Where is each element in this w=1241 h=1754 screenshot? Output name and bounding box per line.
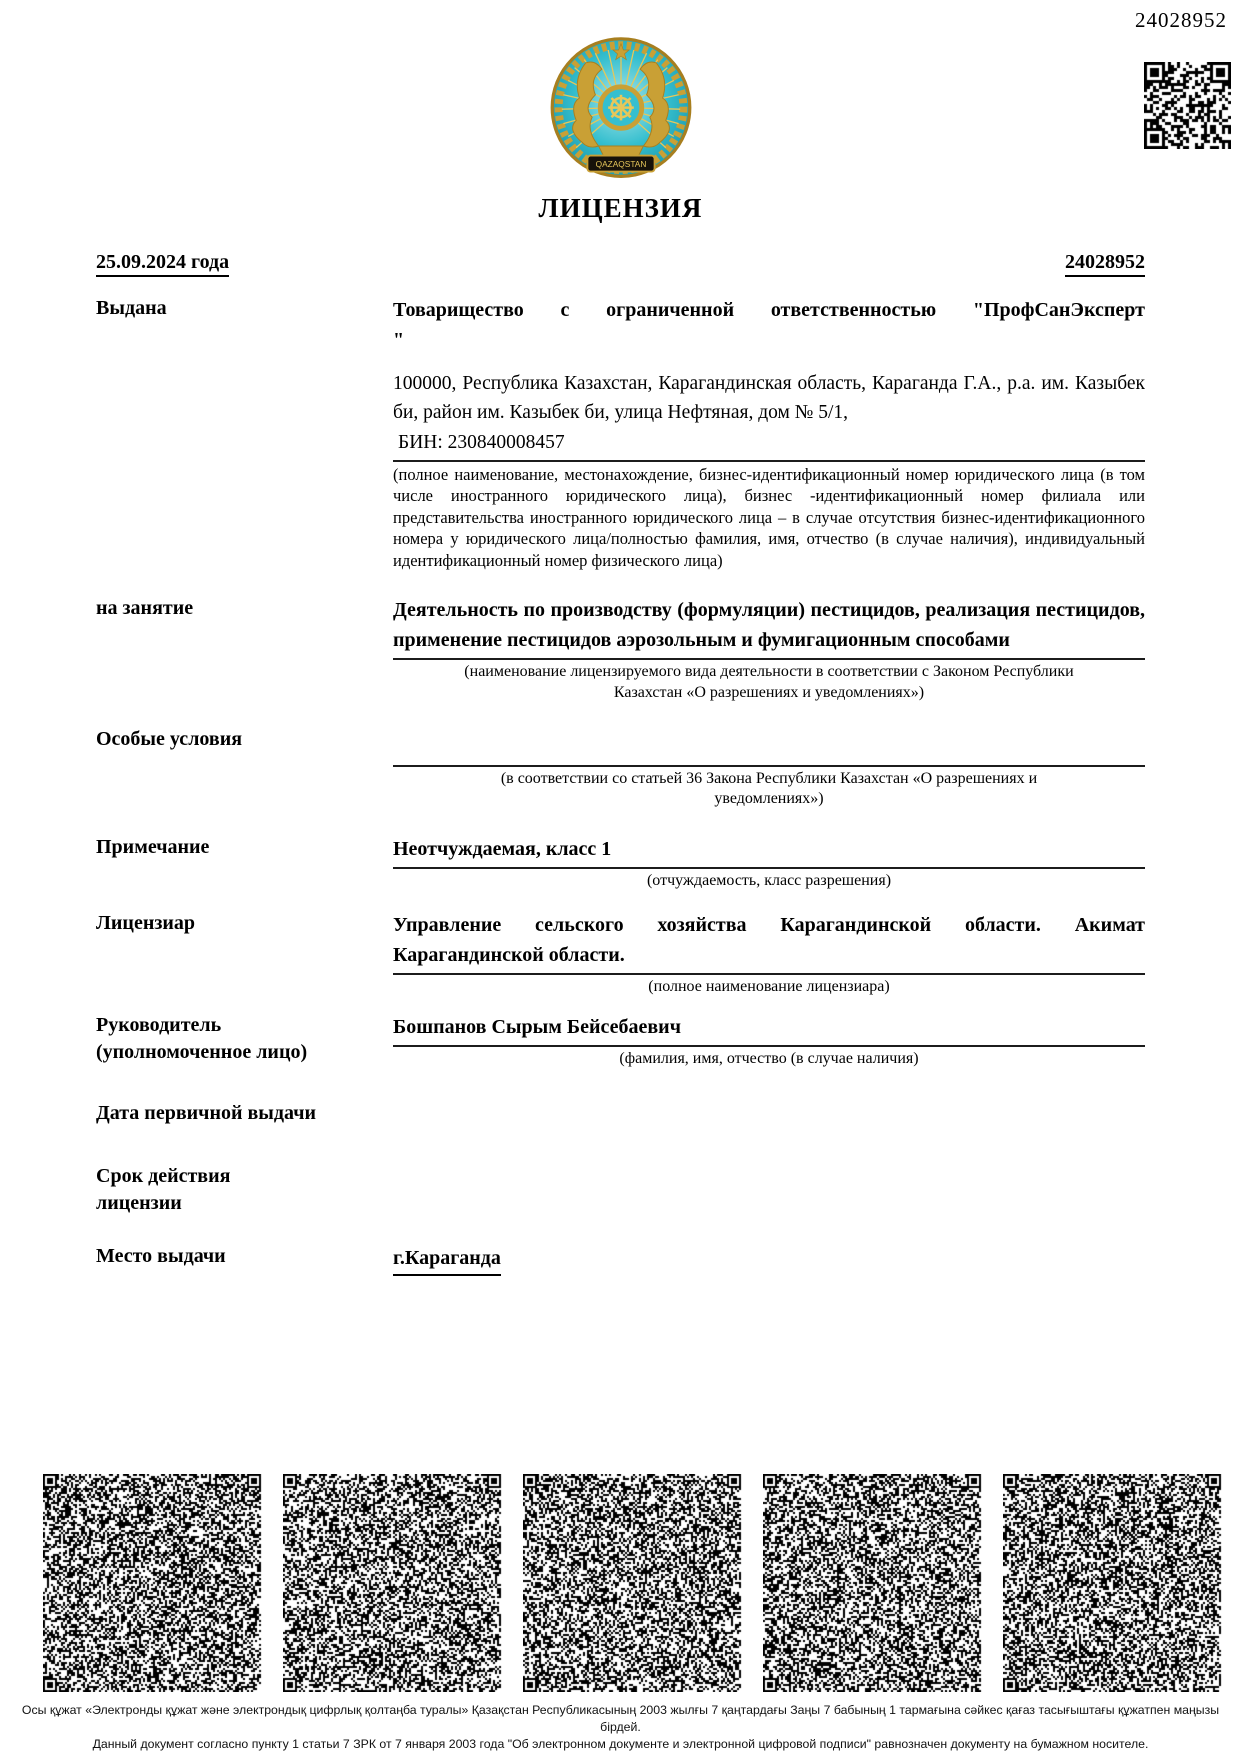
issue-place-value: г.Караганда [393, 1243, 501, 1276]
field-first-issue-date [96, 1100, 1145, 1127]
company-address: 100000, Республика Казахстан, Карагандинская область, Караганда Г.А., р.а. им. Казыбек би, район им. Казыбек би, улица Нефтяная, дом № 5/1, [393, 373, 1145, 424]
qr-code-icon [283, 1474, 502, 1692]
licensor-value: Управление сельского хозяйства Карагандинской области. Акимат Карагандинской области. [393, 913, 1145, 966]
qr-code-icon [763, 1474, 982, 1692]
svg-text:QAZAQSTAN: QAZAQSTAN [595, 159, 646, 170]
field-label-line1: Руководитель [96, 1013, 222, 1036]
field-label: Примечание [96, 836, 210, 859]
license-number: 24028952 [1065, 251, 1145, 277]
page-title: ЛИЦЕНЗИЯ [538, 193, 703, 223]
field-label: Выдана [96, 297, 167, 319]
field-issue-place [96, 1243, 1145, 1276]
issue-date: 25.09.2024 года [96, 251, 229, 277]
qr-code-icon [43, 1474, 262, 1692]
activity-value: Деятельность по производству (формуляции) пестицидов, реализация пестицидов, применение пестицидов аэрозольным и фумигационным способами [393, 598, 1145, 651]
legal-footer [0, 1702, 1241, 1753]
field-head [96, 1012, 1145, 1070]
field-label: на занятие [96, 596, 194, 619]
qr-code-icon [1003, 1474, 1222, 1692]
field-label-line2: лицензии [96, 1191, 182, 1214]
field-caption: (наименование лицензируемого вида деятельности в соответствии с Законом Республики Казахстан «О разрешениях и уведомлениях») [464, 662, 1074, 701]
field-label-line1: Срок действия [96, 1164, 231, 1187]
field-caption: (полное наименование, местонахождение, бизнес-идентификационный номер юридического лица (в том числе иностранного юридического лица), бизнес -идентификационный номер филиала или представительства иностранного юридического лица – в случае отсутствия бизнес-идентификационного номера у юридического лица/полностью фамилия, имя, отчество (в случае наличия), индивидуальный идентификационный номер физического лица) [393, 464, 1145, 570]
field-note [96, 834, 1145, 892]
date-number-row [96, 251, 1145, 277]
divider-line [393, 1045, 1145, 1047]
company-name-line2: " [393, 329, 405, 351]
divider-line [393, 658, 1145, 660]
company-name-line1: Товарищество с ограниченной ответственностью "ПрофСанЭксперт [393, 299, 1145, 321]
divider-line [393, 867, 1145, 869]
field-caption: (отчуждаемость, класс разрешения) [646, 872, 892, 890]
field-label: Место выдачи [96, 1244, 226, 1267]
field-label: Дата первичной выдачи [96, 1101, 317, 1124]
company-bin: БИН: 230840008457 [398, 431, 565, 453]
note-value: Неотчуждаемая, класс 1 [393, 838, 612, 861]
divider-line [393, 460, 1145, 462]
field-caption: (фамилия, имя, отчество (в случае наличия) [619, 1049, 919, 1067]
license-body [96, 0, 1145, 1276]
field-activity [96, 595, 1145, 704]
field-caption: (в соответствии со статьей 36 Закона Республики Казахстан «О разрешениях и уведомлениях») [500, 769, 1038, 808]
field-label [96, 1012, 393, 1066]
divider-line [393, 973, 1145, 975]
qr-code-icon [523, 1474, 742, 1692]
field-special-conditions [96, 726, 1145, 811]
field-licensor [96, 910, 1145, 998]
qr-code-icon [1144, 62, 1231, 149]
field-validity-period [96, 1163, 1145, 1217]
field-issued-to [96, 295, 1145, 571]
legal-footer-line2-ru: Данный документ согласно пункту 1 статьи 7 ЗРК от 7 января 2003 года "Об электронном документе и электронной цифровой подписи" равнозначен документу на бумажном носителе. [92, 1736, 1149, 1751]
head-name: Бошпанов Сырым Бейсебаевич [393, 1015, 681, 1038]
field-label [96, 1163, 393, 1217]
special-conditions-value [393, 726, 1145, 762]
legal-footer-line1-kk: Осы құжат «Электронды құжат және электрондық цифрлық қолтаңба туралы» Қазақстан Республикасының 2003 жылғы 7 қаңтардағы Заңы 7 бабының 1 тармағына сәйкес қағаз тасығыштағы құжатпен маңызы бірдей. [21, 1703, 1220, 1734]
document-number-top: 24028952 [1135, 8, 1227, 32]
field-caption: (полное наименование лицензиара) [648, 977, 890, 995]
field-label: Лицензиар [96, 911, 196, 934]
field-label-line2: (уполномоченное лицо) [96, 1040, 308, 1063]
signature-qr-strip [43, 1474, 1222, 1692]
field-label: Особые условия [96, 727, 243, 750]
divider-line [393, 765, 1145, 767]
